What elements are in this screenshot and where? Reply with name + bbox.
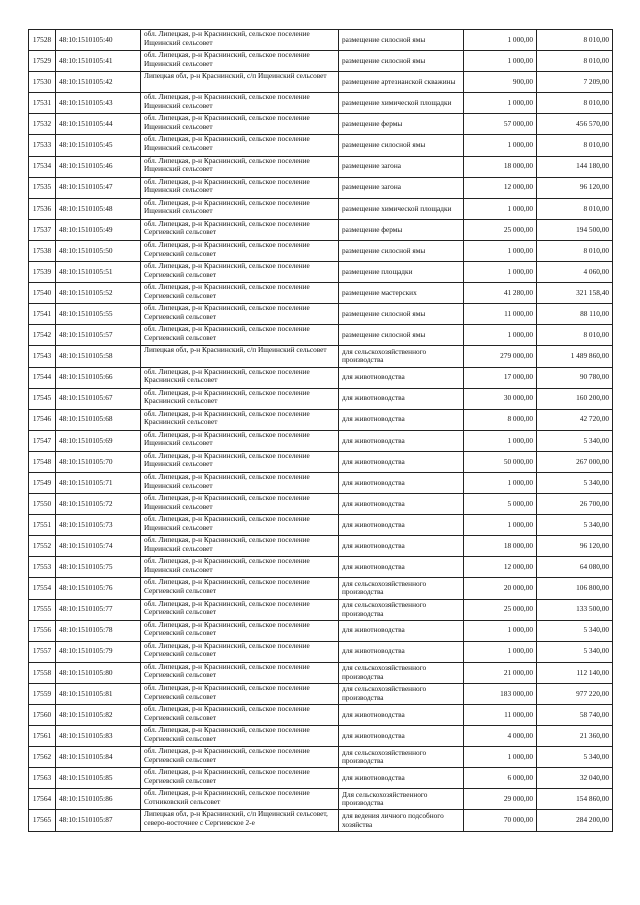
table-row (29, 494, 613, 515)
cadastral-cost: 88 110,00 (537, 304, 613, 325)
area-value: 1 000,00 (464, 262, 537, 283)
permitted-use: для животноводства (339, 536, 464, 557)
table-row (29, 683, 613, 704)
table-row (29, 705, 613, 726)
permitted-use: для животноводства (339, 494, 464, 515)
cadastral-number: 48:10:1510105:58 (56, 346, 141, 367)
cadastral-cost: 96 120,00 (537, 536, 613, 557)
address: обл. Липецкая, р-н Краснинский, сельское поселение Сергиевский сельсовет (141, 325, 339, 346)
address: обл. Липецкая, р-н Краснинский, сельское поселение Ищеинский сельсовет (141, 515, 339, 536)
permitted-use: размещение силосной ямы (339, 135, 464, 156)
cadastral-cost: 112 140,00 (537, 662, 613, 683)
cadastral-cost: 8 010,00 (537, 30, 613, 51)
area-value: 18 000,00 (464, 156, 537, 177)
table-row (29, 283, 613, 304)
cadastral-number: 48:10:1510105:55 (56, 304, 141, 325)
row-number: 17533 (29, 135, 56, 156)
address: обл. Липецкая, р-н Краснинский, сельское поселение Сергиевский сельсовет (141, 747, 339, 768)
row-number: 17535 (29, 177, 56, 198)
table-row (29, 240, 613, 261)
cadastral-cost: 8 010,00 (537, 93, 613, 114)
cadastral-cost: 21 360,00 (537, 726, 613, 747)
address: обл. Липецкая, р-н Краснинский, сельское поселение Сергиевский сельсовет (141, 304, 339, 325)
cadastral-number: 48:10:1510105:77 (56, 599, 141, 620)
table-row (29, 726, 613, 747)
cadastral-cost: 284 200,00 (537, 810, 613, 831)
cadastral-number: 48:10:1510105:79 (56, 641, 141, 662)
cadastral-cost: 5 340,00 (537, 747, 613, 768)
row-number: 17539 (29, 262, 56, 283)
area-value: 1 000,00 (464, 641, 537, 662)
table-row (29, 662, 613, 683)
cadastral-cost: 26 700,00 (537, 494, 613, 515)
table-row (29, 768, 613, 789)
permitted-use: размещение химической площадки (339, 93, 464, 114)
table-row (29, 810, 613, 831)
row-number: 17559 (29, 683, 56, 704)
cadastral-cost: 5 340,00 (537, 641, 613, 662)
table-row (29, 620, 613, 641)
area-value: 4 000,00 (464, 726, 537, 747)
permitted-use: размещение силосной ямы (339, 30, 464, 51)
row-number: 17544 (29, 367, 56, 388)
row-number: 17551 (29, 515, 56, 536)
permitted-use: для животноводства (339, 641, 464, 662)
address: обл. Липецкая, р-н Краснинский, сельское поселение Ищеинский сельсовет (141, 30, 339, 51)
cadastral-cost: 977 220,00 (537, 683, 613, 704)
address: Липецкая обл, р-н Краснинский, с/п Ищеинский сельсовет (141, 346, 339, 367)
address: обл. Липецкая, р-н Краснинский, сельское поселение Сергиевский сельсовет (141, 283, 339, 304)
cadastral-number: 48:10:1510105:70 (56, 451, 141, 472)
cadastral-cost: 4 060,00 (537, 262, 613, 283)
cadastral-number: 48:10:1510105:42 (56, 72, 141, 93)
permitted-use: для сельскохозяйственного производства (339, 683, 464, 704)
row-number: 17545 (29, 388, 56, 409)
cadastral-number: 48:10:1510105:72 (56, 494, 141, 515)
cadastral-cost: 154 860,00 (537, 789, 613, 810)
area-value: 57 000,00 (464, 114, 537, 135)
address: обл. Липецкая, р-н Краснинский, сельское поселение Ищеинский сельсовет (141, 557, 339, 578)
cadastral-number: 48:10:1510105:87 (56, 810, 141, 831)
address: обл. Липецкая, р-н Краснинский, сельское поселение Ищеинский сельсовет (141, 494, 339, 515)
cadastral-number: 48:10:1510105:47 (56, 177, 141, 198)
cadastral-cost: 5 340,00 (537, 430, 613, 451)
permitted-use: для животноводства (339, 515, 464, 536)
permitted-use: размещение загона (339, 177, 464, 198)
row-number: 17560 (29, 705, 56, 726)
table-row (29, 219, 613, 240)
address: обл. Липецкая, р-н Краснинский, сельское поселение Краснинский сельсовет (141, 409, 339, 430)
row-number: 17537 (29, 219, 56, 240)
permitted-use: размещение фермы (339, 114, 464, 135)
cadastral-number: 48:10:1510105:69 (56, 430, 141, 451)
table-row (29, 536, 613, 557)
area-value: 6 000,00 (464, 768, 537, 789)
area-value: 5 000,00 (464, 494, 537, 515)
cadastral-number: 48:10:1510105:57 (56, 325, 141, 346)
area-value: 50 000,00 (464, 451, 537, 472)
address: обл. Липецкая, р-н Краснинский, сельское поселение Ищеинский сельсовет (141, 51, 339, 72)
permitted-use: размещение мастерских (339, 283, 464, 304)
cadastral-cost: 5 340,00 (537, 472, 613, 493)
cadastral-cost: 133 500,00 (537, 599, 613, 620)
address: обл. Липецкая, р-н Краснинский, сельское поселение Сергиевский сельсовет (141, 240, 339, 261)
area-value: 1 000,00 (464, 747, 537, 768)
cadastral-number: 48:10:1510105:75 (56, 557, 141, 578)
address: обл. Липецкая, р-н Краснинский, сельское поселение Ищеинский сельсовет (141, 93, 339, 114)
table-row (29, 346, 613, 367)
cadastral-number: 48:10:1510105:82 (56, 705, 141, 726)
row-number: 17556 (29, 620, 56, 641)
address: обл. Липецкая, р-н Краснинский, сельское поселение Краснинский сельсовет (141, 367, 339, 388)
cadastral-cost: 267 000,00 (537, 451, 613, 472)
table-row (29, 641, 613, 662)
table-row (29, 93, 613, 114)
row-number: 17563 (29, 768, 56, 789)
cadastral-cost: 64 080,00 (537, 557, 613, 578)
address: обл. Липецкая, р-н Краснинский, сельское поселение Ищеинский сельсовет (141, 472, 339, 493)
table-row (29, 198, 613, 219)
area-value: 1 000,00 (464, 93, 537, 114)
permitted-use: для сельскохозяйственного производства (339, 346, 464, 367)
row-number: 17528 (29, 30, 56, 51)
cadastral-number: 48:10:1510105:76 (56, 578, 141, 599)
address: обл. Липецкая, р-н Краснинский, сельское поселение Сергиевский сельсовет (141, 620, 339, 641)
row-number: 17534 (29, 156, 56, 177)
area-value: 12 000,00 (464, 557, 537, 578)
table-row (29, 388, 613, 409)
address: обл. Липецкая, р-н Краснинский, сельское поселение Ищеинский сельсовет (141, 156, 339, 177)
cadastral-cost: 1 489 860,00 (537, 346, 613, 367)
cadastral-number: 48:10:1510105:86 (56, 789, 141, 810)
row-number: 17554 (29, 578, 56, 599)
table-row (29, 515, 613, 536)
row-number: 17532 (29, 114, 56, 135)
cadastral-cost: 5 340,00 (537, 620, 613, 641)
cadastral-number: 48:10:1510105:81 (56, 683, 141, 704)
address: обл. Липецкая, р-н Краснинский, сельское поселение Ищеинский сельсовет (141, 430, 339, 451)
permitted-use: для сельскохозяйственного производства (339, 578, 464, 599)
cadastral-cost: 456 570,00 (537, 114, 613, 135)
area-value: 1 000,00 (464, 430, 537, 451)
row-number: 17561 (29, 726, 56, 747)
cadastral-cost: 8 010,00 (537, 325, 613, 346)
area-value: 11 000,00 (464, 304, 537, 325)
cadastral-number: 48:10:1510105:41 (56, 51, 141, 72)
row-number: 17547 (29, 430, 56, 451)
table-row (29, 114, 613, 135)
address: обл. Липецкая, р-н Краснинский, сельское поселение Краснинский сельсовет (141, 388, 339, 409)
area-value: 20 000,00 (464, 578, 537, 599)
row-number: 17552 (29, 536, 56, 557)
table-row (29, 789, 613, 810)
cadastral-cost: 321 158,40 (537, 283, 613, 304)
permitted-use: размещение силосной ямы (339, 304, 464, 325)
address: обл. Липецкая, р-н Краснинский, сельское поселение Сергиевский сельсовет (141, 662, 339, 683)
table-row (29, 135, 613, 156)
permitted-use: размещение загона (339, 156, 464, 177)
cadastral-cost: 32 040,00 (537, 768, 613, 789)
area-value: 30 000,00 (464, 388, 537, 409)
area-value: 1 000,00 (464, 51, 537, 72)
area-value: 18 000,00 (464, 536, 537, 557)
cadastral-number: 48:10:1510105:44 (56, 114, 141, 135)
cadastral-number: 48:10:1510105:48 (56, 198, 141, 219)
area-value: 70 000,00 (464, 810, 537, 831)
row-number: 17540 (29, 283, 56, 304)
area-value: 1 000,00 (464, 135, 537, 156)
permitted-use: Для сельскохозяйственного производства (339, 789, 464, 810)
table-row (29, 177, 613, 198)
area-value: 25 000,00 (464, 219, 537, 240)
cadastral-cost: 144 180,00 (537, 156, 613, 177)
cadastral-cost: 194 500,00 (537, 219, 613, 240)
cadastral-cost: 8 010,00 (537, 198, 613, 219)
address: обл. Липецкая, р-н Краснинский, сельское поселение Сергиевский сельсовет (141, 219, 339, 240)
row-number: 17562 (29, 747, 56, 768)
cadastral-cost: 8 010,00 (537, 135, 613, 156)
permitted-use: размещение силосной ямы (339, 325, 464, 346)
address: обл. Липецкая, р-н Краснинский, сельское поселение Сергиевский сельсовет (141, 641, 339, 662)
area-value: 21 000,00 (464, 662, 537, 683)
permitted-use: для животноводства (339, 472, 464, 493)
cadastral-number: 48:10:1510105:85 (56, 768, 141, 789)
permitted-use: для животноводства (339, 726, 464, 747)
area-value: 1 000,00 (464, 198, 537, 219)
area-value: 900,00 (464, 72, 537, 93)
cadastral-number: 48:10:1510105:73 (56, 515, 141, 536)
area-value: 1 000,00 (464, 515, 537, 536)
address: обл. Липецкая, р-н Краснинский, сельское поселение Сергиевский сельсовет (141, 599, 339, 620)
cadastral-cost: 58 740,00 (537, 705, 613, 726)
cadastral-number: 48:10:1510105:74 (56, 536, 141, 557)
permitted-use: для животноводства (339, 768, 464, 789)
table-row (29, 451, 613, 472)
table-row (29, 51, 613, 72)
cadastral-number: 48:10:1510105:71 (56, 472, 141, 493)
permitted-use: для сельскохозяйственного производства (339, 662, 464, 683)
area-value: 12 000,00 (464, 177, 537, 198)
row-number: 17564 (29, 789, 56, 810)
address: обл. Липецкая, р-н Краснинский, сельское поселение Ищеинский сельсовет (141, 451, 339, 472)
table-body (29, 30, 613, 832)
table-row (29, 304, 613, 325)
cadastral-cost: 42 720,00 (537, 409, 613, 430)
row-number: 17538 (29, 240, 56, 261)
cadastral-number: 48:10:1510105:52 (56, 283, 141, 304)
row-number: 17558 (29, 662, 56, 683)
cadastral-number: 48:10:1510105:68 (56, 409, 141, 430)
table-row (29, 578, 613, 599)
cadastral-cost: 160 200,00 (537, 388, 613, 409)
cadastral-number: 48:10:1510105:43 (56, 93, 141, 114)
cadastral-number: 48:10:1510105:66 (56, 367, 141, 388)
table-row (29, 367, 613, 388)
cadastral-cost: 5 340,00 (537, 515, 613, 536)
cadastral-cost: 8 010,00 (537, 51, 613, 72)
cadastral-cost: 96 120,00 (537, 177, 613, 198)
permitted-use: для животноводства (339, 620, 464, 641)
cadastral-number: 48:10:1510105:45 (56, 135, 141, 156)
permitted-use: для животноводства (339, 430, 464, 451)
row-number: 17555 (29, 599, 56, 620)
permitted-use: для животноводства (339, 705, 464, 726)
row-number: 17553 (29, 557, 56, 578)
address: обл. Липецкая, р-н Краснинский, сельское поселение Сергиевский сельсовет (141, 726, 339, 747)
permitted-use: для животноводства (339, 388, 464, 409)
address: обл. Липецкая, р-н Краснинский, сельское поселение Сергиевский сельсовет (141, 705, 339, 726)
cadastral-number: 48:10:1510105:78 (56, 620, 141, 641)
row-number: 17536 (29, 198, 56, 219)
cadastral-cost: 106 800,00 (537, 578, 613, 599)
table-row (29, 747, 613, 768)
area-value: 183 000,00 (464, 683, 537, 704)
address: обл. Липецкая, р-н Краснинский, сельское поселение Сергиевский сельсовет (141, 262, 339, 283)
row-number: 17529 (29, 51, 56, 72)
table-row (29, 557, 613, 578)
row-number: 17565 (29, 810, 56, 831)
cadastral-number: 48:10:1510105:50 (56, 240, 141, 261)
cadastral-number: 48:10:1510105:49 (56, 219, 141, 240)
row-number: 17530 (29, 72, 56, 93)
row-number: 17546 (29, 409, 56, 430)
row-number: 17531 (29, 93, 56, 114)
permitted-use: размещение химической площадки (339, 198, 464, 219)
permitted-use: размещение фермы (339, 219, 464, 240)
permitted-use: для ведения личного подсобного хозяйства (339, 810, 464, 831)
cadastral-number: 48:10:1510105:80 (56, 662, 141, 683)
cadastral-number: 48:10:1510105:84 (56, 747, 141, 768)
area-value: 11 000,00 (464, 705, 537, 726)
cadastral-number: 48:10:1510105:51 (56, 262, 141, 283)
permitted-use: для животноводства (339, 367, 464, 388)
permitted-use: размещение силосной ямы (339, 51, 464, 72)
area-value: 1 000,00 (464, 620, 537, 641)
table-row (29, 156, 613, 177)
table-row (29, 30, 613, 51)
area-value: 1 000,00 (464, 472, 537, 493)
area-value: 1 000,00 (464, 240, 537, 261)
permitted-use: размещение силосной ямы (339, 240, 464, 261)
address: обл. Липецкая, р-н Краснинский, сельское поселение Ищеинский сельсовет (141, 177, 339, 198)
permitted-use: размещение артезианской скважины (339, 72, 464, 93)
address: обл. Липецкая, р-н Краснинский, сельское поселение Сотниковский сельсовет (141, 789, 339, 810)
cadastral-number: 48:10:1510105:40 (56, 30, 141, 51)
address: обл. Липецкая, р-н Краснинский, сельское поселение Сергиевский сельсовет (141, 683, 339, 704)
permitted-use: для животноводства (339, 451, 464, 472)
cadastral-number: 48:10:1510105:67 (56, 388, 141, 409)
address: Липецкая обл, р-н Краснинский, с/п Ищеинский сельсовет, северо-восточнее с Сергиевское 2-е (141, 810, 339, 831)
row-number: 17548 (29, 451, 56, 472)
address: Липецкая обл, р-н Краснинский, с/п Ищеинский сельсовет (141, 72, 339, 93)
permitted-use: для животноводства (339, 557, 464, 578)
area-value: 41 280,00 (464, 283, 537, 304)
row-number: 17542 (29, 325, 56, 346)
area-value: 1 000,00 (464, 30, 537, 51)
table-row (29, 325, 613, 346)
row-number: 17541 (29, 304, 56, 325)
table-row (29, 72, 613, 93)
address: обл. Липецкая, р-н Краснинский, сельское поселение Ищеинский сельсовет (141, 536, 339, 557)
area-value: 279 000,00 (464, 346, 537, 367)
table-row (29, 409, 613, 430)
land-plots-table (28, 29, 613, 832)
permitted-use: для сельскохозяйственного производства (339, 747, 464, 768)
row-number: 17557 (29, 641, 56, 662)
cadastral-cost: 90 780,00 (537, 367, 613, 388)
cadastral-number: 48:10:1510105:83 (56, 726, 141, 747)
cadastral-cost: 8 010,00 (537, 240, 613, 261)
permitted-use: для животноводства (339, 409, 464, 430)
permitted-use: размещение площадки (339, 262, 464, 283)
address: обл. Липецкая, р-н Краснинский, сельское поселение Ищеинский сельсовет (141, 135, 339, 156)
row-number: 17549 (29, 472, 56, 493)
area-value: 17 000,00 (464, 367, 537, 388)
area-value: 1 000,00 (464, 325, 537, 346)
table-row (29, 430, 613, 451)
table-row (29, 262, 613, 283)
cadastral-number: 48:10:1510105:46 (56, 156, 141, 177)
table-row (29, 472, 613, 493)
address: обл. Липецкая, р-н Краснинский, сельское поселение Сергиевский сельсовет (141, 768, 339, 789)
row-number: 17543 (29, 346, 56, 367)
row-number: 17550 (29, 494, 56, 515)
address: обл. Липецкая, р-н Краснинский, сельское поселение Ищеинский сельсовет (141, 114, 339, 135)
permitted-use: для сельскохозяйственного производства (339, 599, 464, 620)
address: обл. Липецкая, р-н Краснинский, сельское поселение Сергиевский сельсовет (141, 578, 339, 599)
area-value: 25 000,00 (464, 599, 537, 620)
address: обл. Липецкая, р-н Краснинский, сельское поселение Ищеинский сельсовет (141, 198, 339, 219)
area-value: 8 000,00 (464, 409, 537, 430)
cadastral-cost: 7 209,00 (537, 72, 613, 93)
area-value: 29 000,00 (464, 789, 537, 810)
table-row (29, 599, 613, 620)
